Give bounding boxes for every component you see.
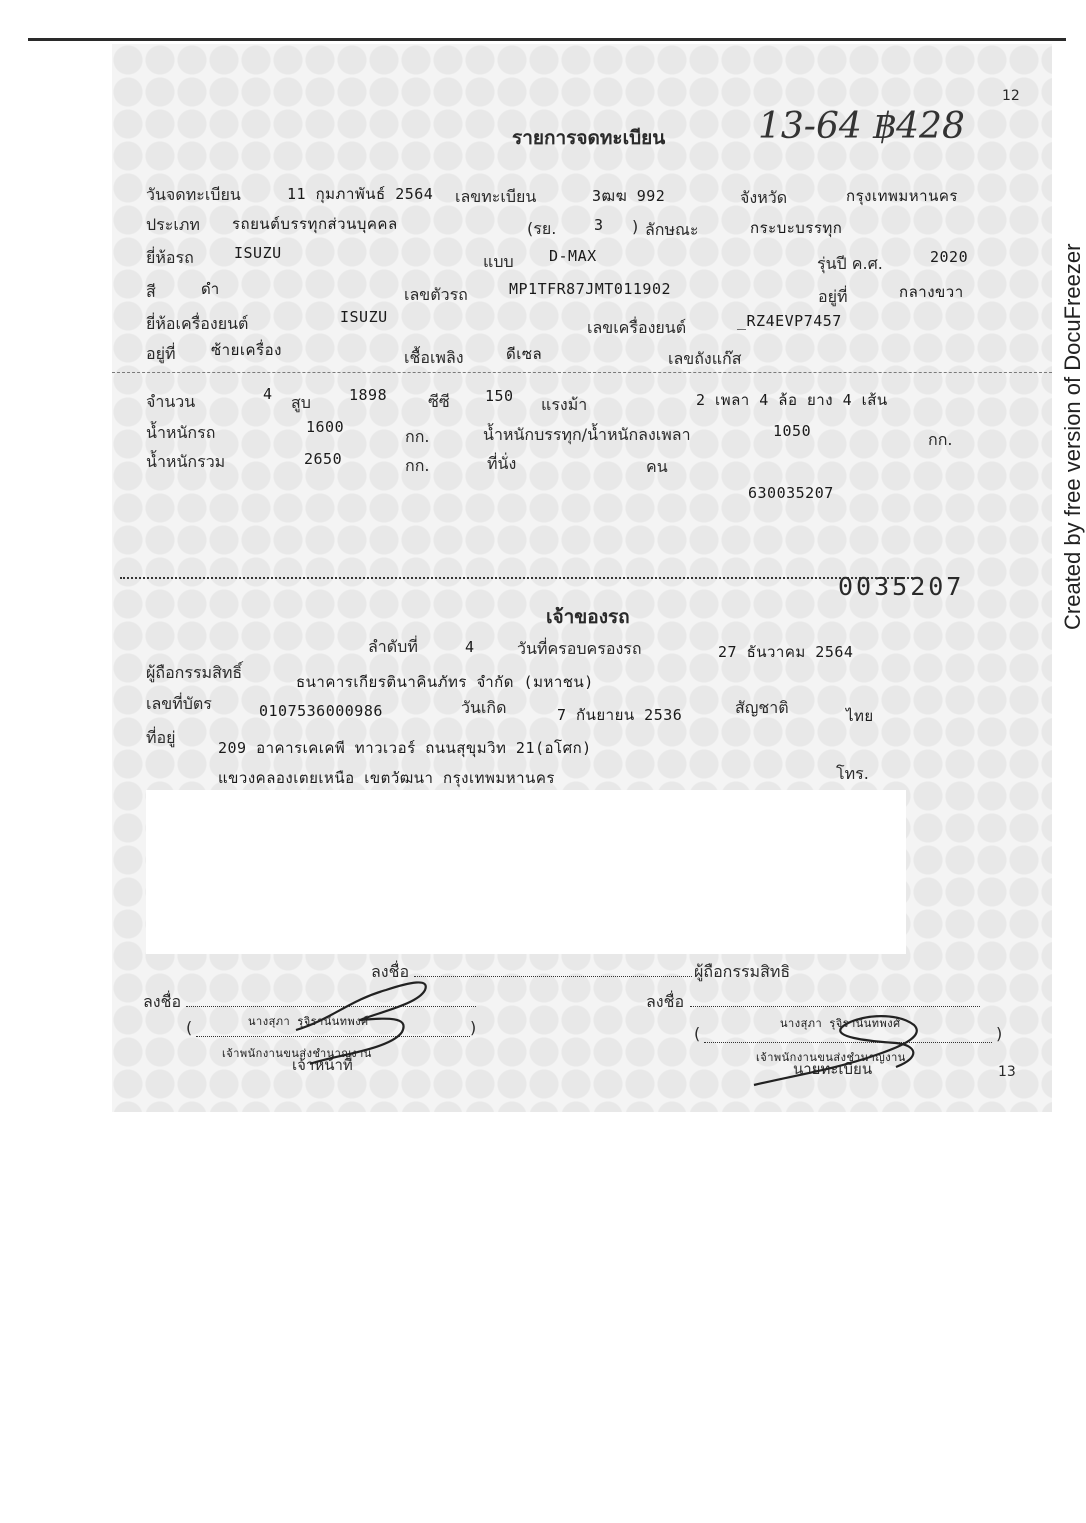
total-weight-label: น้ำหนักรวม bbox=[146, 452, 226, 471]
kg-unit-2: กก. bbox=[928, 430, 953, 449]
perforation-line bbox=[120, 577, 920, 579]
cylinders-value: 4 bbox=[263, 385, 273, 403]
cc-unit: ซีซี bbox=[428, 392, 450, 411]
engine-location-label: อยู่ที่ bbox=[146, 344, 176, 363]
cylinders-unit: สูบ bbox=[291, 393, 311, 412]
brand-value: ISUZU bbox=[234, 244, 282, 262]
signature-right-role: นายทะเบียน bbox=[793, 1060, 873, 1078]
nationality-label: สัญชาติ bbox=[735, 698, 789, 717]
signature-right-bracket-open: ( bbox=[694, 1024, 701, 1043]
load-weight-label: น้ำหนักบรรทุก/น้ำหนักลงเพลา bbox=[483, 425, 691, 444]
reg-no-label: เลขทะเบียน bbox=[455, 187, 537, 206]
color-value: ดำ bbox=[201, 280, 220, 298]
address-line-1: 209 อาคารเคเคพี ทาวเวอร์ ถนนสุขุมวิท 21(อโศก) bbox=[218, 739, 592, 757]
gas-tank-label: เลขถังแก๊ส bbox=[668, 349, 742, 368]
engine-brand-value: ISUZU bbox=[340, 308, 388, 326]
page-number-top: 12 bbox=[1002, 88, 1020, 104]
type-value: รถยนต์บรรทุกส่วนบุคคล bbox=[232, 215, 398, 233]
owner-value: ธนาคารเกียรตินาคินภัทร จำกัด (มหาชน) bbox=[296, 673, 594, 691]
fuel-label: เชื้อเพลิง bbox=[404, 348, 464, 367]
nationality-value: ไทย bbox=[846, 707, 874, 725]
engine-no-value: _RZ4EVP7457 bbox=[737, 312, 842, 330]
handwritten-signature-right bbox=[746, 985, 936, 1095]
signature-left-title: เจ้าพนักงานขนส่งชำนาญงาน bbox=[222, 1047, 372, 1060]
chassis-label: เลขตัวรถ bbox=[404, 285, 468, 304]
brand-label: ยี่ห้อรถ bbox=[146, 248, 194, 267]
hp-unit: แรงม้า bbox=[541, 395, 588, 414]
ry-value: 3 bbox=[594, 216, 604, 234]
vehicle-weight-label: น้ำหนักรถ bbox=[146, 423, 216, 442]
reg-date-label: วันจดทะเบียน bbox=[146, 185, 241, 204]
ry-close: ) bbox=[632, 217, 639, 236]
handwritten-signature-left bbox=[290, 960, 440, 1070]
document-serial: 630035207 bbox=[748, 484, 834, 502]
id-label: เลขที่บัตร bbox=[146, 694, 212, 713]
year-label: รุ่นปี ค.ศ. bbox=[817, 254, 883, 273]
total-weight-value: 2650 bbox=[304, 450, 343, 468]
fuel-value: ดีเซล bbox=[506, 345, 543, 363]
signature-left-label: ลงชื่อ bbox=[143, 992, 182, 1011]
top-edge-line bbox=[28, 38, 1066, 41]
dob-value: 7 กันยายน 2536 bbox=[557, 706, 683, 724]
owner-label: ผู้ถือกรรมสิทธิ์ bbox=[146, 663, 243, 682]
signature-left-role: เจ้าหน้าที่ bbox=[292, 1056, 353, 1074]
owner-title: เจ้าของรถ bbox=[546, 606, 630, 628]
seats-label: ที่นั่ง bbox=[487, 454, 517, 473]
year-value: 2020 bbox=[930, 248, 969, 266]
reg-no-value: 3ฒฆ 992 bbox=[592, 187, 666, 205]
id-value: 0107536000986 bbox=[259, 702, 383, 720]
type-label: ประเภท bbox=[146, 215, 200, 234]
signature-center-line bbox=[414, 976, 692, 977]
chassis-value: MP1TFR87JMT011902 bbox=[509, 280, 672, 298]
signature-left-name: นางสุภา รุจิรานันทพงศ์ bbox=[248, 1015, 369, 1028]
order-value: 4 bbox=[465, 638, 475, 656]
engine-brand-label: ยี่ห้อเครื่องยนต์ bbox=[146, 314, 249, 333]
color-label: สี bbox=[146, 282, 156, 301]
axle-value: 2 เพลา 4 ล้อ ยาง 4 เส้น bbox=[696, 391, 888, 409]
watermark-text: Created by free version of DocuFreezer bbox=[1060, 243, 1085, 630]
signature-right-title: เจ้าพนักงานขนส่งชำนาญงาน bbox=[756, 1051, 906, 1064]
address-label: ที่อยู่ bbox=[146, 728, 176, 747]
stamp-serial: 0035207 bbox=[838, 572, 965, 601]
cylinders-label: จำนวน bbox=[146, 392, 196, 411]
chassis-location-label: อยู่ที่ bbox=[818, 287, 848, 306]
possession-date-value: 27 ธันวาคม 2564 bbox=[718, 643, 854, 661]
character-label: ลักษณะ bbox=[645, 220, 699, 239]
chassis-location-value: กลางขวา bbox=[899, 283, 964, 301]
possession-date-label: วันที่ครอบครองรถ bbox=[517, 639, 642, 658]
model-value: D-MAX bbox=[549, 247, 597, 265]
page-number-bottom: 13 bbox=[998, 1064, 1016, 1080]
province-label: จังหวัด bbox=[740, 188, 788, 207]
kg-unit-1: กก. bbox=[405, 427, 430, 446]
signature-center-role: ผู้ถือกรรมสิทธิ bbox=[694, 962, 791, 981]
signature-left-bracket-open: ( bbox=[186, 1018, 193, 1037]
signature-right-bracket-close: ) bbox=[996, 1024, 1003, 1043]
load-weight-value: 1050 bbox=[773, 422, 812, 440]
hp-value: 150 bbox=[485, 387, 514, 405]
dob-label: วันเกิด bbox=[461, 698, 507, 717]
kg-unit-3: กก. bbox=[405, 456, 430, 475]
signature-center-label: ลงชื่อ bbox=[371, 962, 410, 981]
signature-right-label: ลงชื่อ bbox=[646, 992, 685, 1011]
order-label: ลำดับที่ bbox=[368, 637, 418, 656]
tel-label: โทร. bbox=[836, 764, 869, 783]
seats-unit: คน bbox=[646, 457, 668, 476]
engine-no-label: เลขเครื่องยนต์ bbox=[587, 318, 687, 337]
signature-right-name: นางสุภา รุจิรานันทพงศ์ bbox=[780, 1017, 901, 1030]
model-label: แบบ bbox=[483, 252, 514, 271]
character-value: กระบะบรรทุก bbox=[750, 219, 843, 237]
cc-value: 1898 bbox=[349, 386, 388, 404]
handwritten-reference: 13-64 ฿428 bbox=[758, 106, 965, 147]
registration-title: รายการจดทะเบียน bbox=[512, 127, 666, 149]
engine-location-value: ซ้ายเครื่อง bbox=[211, 341, 282, 359]
vehicle-weight-value: 1600 bbox=[306, 418, 345, 436]
address-line-2: แขวงคลองเตยเหนือ เขตวัฒนา กรุงเทพมหานคร bbox=[218, 769, 555, 787]
province-value: กรุงเทพมหานคร bbox=[846, 187, 958, 205]
reg-date-value: 11 กุมภาพันธ์ 2564 bbox=[287, 185, 434, 203]
signature-left-bracket-close: ) bbox=[470, 1018, 477, 1037]
ry-label: (รย. bbox=[527, 219, 557, 238]
section-divider bbox=[112, 372, 1052, 373]
redacted-area bbox=[146, 790, 906, 954]
